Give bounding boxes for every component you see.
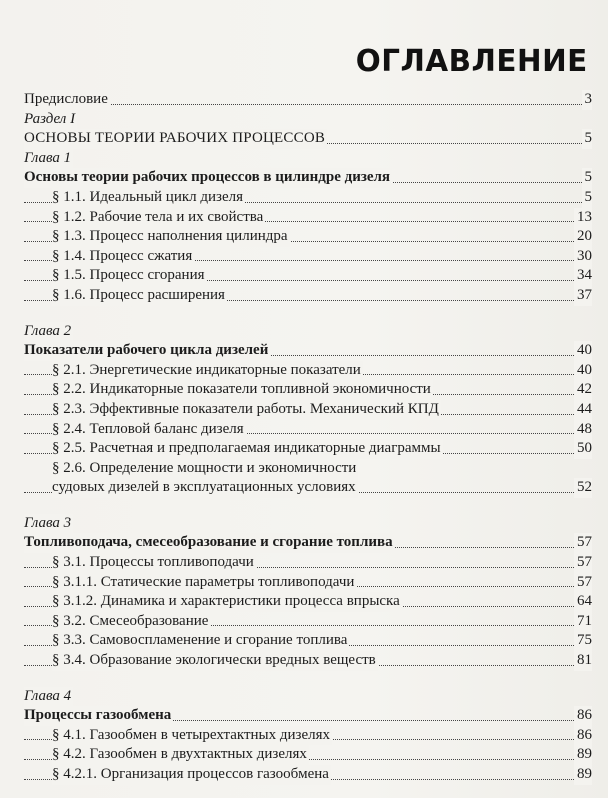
- toc-entry: [24, 439, 592, 459]
- toc-entry-page: 40: [574, 341, 592, 361]
- toc-entry-page: 89: [574, 765, 592, 785]
- toc-entry-title: § 3.4. Образование экологически вредных веществ: [52, 651, 378, 671]
- toc-entry-page: 30: [574, 247, 592, 267]
- toc-entry-page: 37: [574, 286, 592, 306]
- toc-entry-title: § 2.3. Эффективные показатели работы. Механический КПД: [52, 400, 441, 420]
- toc-entry: [24, 208, 592, 228]
- toc-entry-page: 40: [574, 361, 592, 381]
- toc-entry-title: § 2.6. Определение мощности и экономичности: [52, 459, 358, 479]
- toc-entry-page: 86: [574, 706, 592, 726]
- toc-entry-page: 52: [574, 478, 592, 498]
- toc-entry: [24, 553, 592, 573]
- toc-entry: [24, 651, 592, 671]
- toc-entry: [24, 459, 592, 479]
- toc-entry: [24, 745, 592, 765]
- toc-entry-title: Глава 1: [24, 149, 73, 169]
- toc-entry-title: судовых дизелей в эксплуатационных условиях: [52, 478, 358, 498]
- toc-entry-page: 64: [574, 592, 592, 612]
- toc-entry-title: Раздел I: [24, 110, 77, 130]
- toc-entry: [24, 765, 592, 785]
- toc-entry-page: 81: [574, 651, 592, 671]
- toc-entry-title: § 1.4. Процесс сжатия: [52, 247, 194, 267]
- toc-entry-title: § 1.2. Рабочие тела и их свойства: [52, 208, 265, 228]
- toc-entry: [24, 129, 592, 149]
- toc-entry-title: Основы теории рабочих процессов в цилиндре дизеля: [24, 168, 392, 188]
- toc-entry: [24, 478, 592, 498]
- toc-entry: [24, 188, 592, 208]
- toc-entry-title: § 1.6. Процесс расширения: [52, 286, 227, 306]
- toc-entry-page: 5: [582, 129, 593, 149]
- toc-entry-title: Топливоподача, смесеобразование и сгорание топлива: [24, 533, 395, 553]
- toc-entry: [24, 322, 592, 342]
- toc-entry-page: 44: [574, 400, 592, 420]
- toc-entry-title: § 2.1. Энергетические индикаторные показатели: [52, 361, 363, 381]
- toc-entry-title: § 3.1. Процессы топливоподачи: [52, 553, 256, 573]
- toc-entry-title: Предисловие: [24, 90, 110, 110]
- toc-entry-title: § 2.4. Тепловой баланс дизеля: [52, 420, 246, 440]
- toc-entry-page: 48: [574, 420, 592, 440]
- toc-entry-title: Глава 4: [24, 687, 73, 707]
- toc-entry-title: § 1.5. Процесс сгорания: [52, 266, 207, 286]
- toc-entry: [24, 361, 592, 381]
- toc-entry-page: 20: [574, 227, 592, 247]
- toc-entry-title: § 4.2.1. Организация процессов газообмена: [52, 765, 331, 785]
- toc-entry-page: 57: [574, 533, 592, 553]
- toc-entry-title: § 4.1. Газообмен в четырехтактных дизелях: [52, 726, 332, 746]
- toc-entry-page: 50: [574, 439, 592, 459]
- toc-entry: [24, 573, 592, 593]
- toc-entry-title: § 3.3. Самовоспламенение и сгорание топлива: [52, 631, 349, 651]
- toc-entry-page: 3: [582, 90, 593, 110]
- toc-entry-page: 86: [574, 726, 592, 746]
- page-title: ОГЛАВЛЕНИЕ: [355, 44, 588, 79]
- toc-entry-page: 71: [574, 612, 592, 632]
- toc-entry: [24, 533, 592, 553]
- toc-entry-title: Глава 3: [24, 514, 73, 534]
- toc-entry-title: Глава 2: [24, 322, 73, 342]
- toc-entry: [24, 687, 592, 707]
- toc-entry-title: § 1.3. Процесс наполнения цилиндра: [52, 227, 290, 247]
- toc-entry: [24, 247, 592, 267]
- toc-entry: [24, 90, 592, 110]
- toc-entry: [24, 286, 592, 306]
- toc-entry-title: Процессы газообмена: [24, 706, 173, 726]
- toc-entry: [24, 726, 592, 746]
- toc-entry-title: § 3.2. Смесеобразование: [52, 612, 210, 632]
- toc-entry-page: 5: [582, 168, 593, 188]
- toc-entry-title: § 2.5. Расчетная и предполагаемая индикаторные диаграммы: [52, 439, 443, 459]
- toc-entry-page: 5: [582, 188, 593, 208]
- toc-entry: [24, 514, 592, 534]
- toc-entry-title: § 4.2. Газообмен в двухтактных дизелях: [52, 745, 309, 765]
- toc-entry-title: Показатели рабочего цикла дизелей: [24, 341, 270, 361]
- toc-entry: [24, 110, 592, 130]
- toc-entry-page: 75: [574, 631, 592, 651]
- toc-entry-title: § 2.2. Индикаторные показатели топливной экономичности: [52, 380, 433, 400]
- toc-entry: [24, 592, 592, 612]
- toc-entry-page: 57: [574, 553, 592, 573]
- toc-entry-title: § 3.1.1. Статические параметры топливоподачи: [52, 573, 356, 593]
- toc-entry: [24, 612, 592, 632]
- table-of-contents: [24, 90, 592, 785]
- toc-entry-title: § 1.1. Идеальный цикл дизеля: [52, 188, 245, 208]
- toc-entry: [24, 149, 592, 169]
- toc-entry: [24, 341, 592, 361]
- toc-entry: [24, 380, 592, 400]
- toc-entry-title: § 3.1.2. Динамика и характеристики процесса впрыска: [52, 592, 402, 612]
- toc-entry-page: 13: [574, 208, 592, 228]
- toc-entry: [24, 706, 592, 726]
- toc-entry: [24, 227, 592, 247]
- toc-entry: [24, 631, 592, 651]
- toc-entry: [24, 168, 592, 188]
- toc-entry-title: ОСНОВЫ ТЕОРИИ РАБОЧИХ ПРОЦЕССОВ: [24, 129, 327, 149]
- toc-entry: [24, 266, 592, 286]
- toc-entry-page: 57: [574, 573, 592, 593]
- toc-entry-page: 89: [574, 745, 592, 765]
- toc-entry: [24, 400, 592, 420]
- toc-entry: [24, 420, 592, 440]
- toc-entry-page: 34: [574, 266, 592, 286]
- toc-entry-page: 42: [574, 380, 592, 400]
